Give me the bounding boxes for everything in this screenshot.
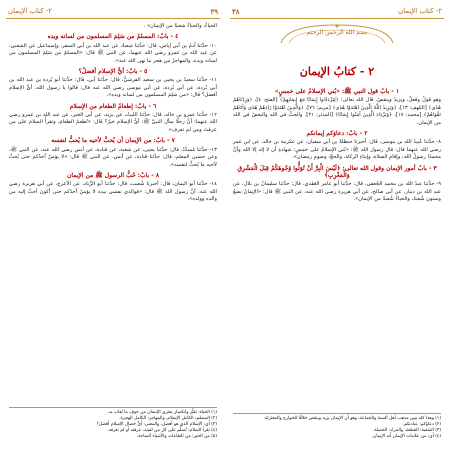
- right-page: [230, 6, 444, 444]
- right-page-number: ٣٨: [232, 6, 240, 16]
- footnote: (٤) أي: من علامات الإيمان أنه الإيمان.: [371, 434, 441, 439]
- hadith-text: ١١- حدَّثنا سعيدُ بن يحيى بن سعيد القرشيُّ، قال: حدَّثنا أبي، قال: حدَّثنا أبو بُردة بن عبد الله بن أبي بُردة، عن أبي بُردة، عن أبي موسى رضي الله عنه قال: قالوا يا رسول الله، أيُّ الإسلام أفضل؟ قال: «من سَلِمَ المسلمون من لسانه ويده».: [9, 77, 217, 99]
- section-heading: ٦ - بابٌ: إطعامُ الطعام من الإسلام: [69, 102, 157, 110]
- left-page-body: [6, 19, 220, 204]
- left-running-head: [6, 6, 220, 19]
- book-spread: [6, 6, 444, 444]
- right-footnotes: [233, 413, 441, 440]
- section-heading: ٢ - بابٌ: دعاؤكم إيمانكم: [306, 130, 368, 138]
- left-page: [6, 6, 220, 444]
- section-heading: ٥ - بابٌ: أيُّ الإسلام أفضلُ؟: [78, 68, 148, 76]
- left-page-number: ٣٩: [210, 6, 218, 16]
- hadith-text: وهو قولٌ وفعلٌ، ويزيدُ وينقصُ. قال الله تعالى: ﴿لِيَزْدَادُوا إِيمَانًا مَعَ إِيمَانِهِمْ﴾ [الفتح: ٤]، ﴿وَزِدْنَاهُمْ هُدًى﴾ [الكهف: ١٣]، ﴿وَيَزِيدُ اللَّهُ الَّذِينَ اهْتَدَوْا هُدًى﴾ [مريم: ٧٦]، ﴿وَالَّذِينَ اهْتَدَوْا زَادَهُمْ هُدًى وَآتَاهُمْ تَقْوَاهُمْ﴾ [محمد: ١٧]، ﴿وَيَزْدَادَ الَّذِينَ آمَنُوا إِيمَانًا﴾ [المدثر: ٣١]. والحبُّ في الله والبغضُ في الله من الإيمان.: [233, 97, 442, 126]
- section-heading: ٣ - بابُ أمور الإيمان وقول الله تعالى: ﴿لَيْسَ الْبِرَّ أَنْ تُوَلُّوا وُجُوهَكُمْ قِبَلَ الْمَشْرِقِ وَالْمَغْرِبِ﴾: [237, 164, 437, 180]
- hadith-text: ٨- حدَّثنا عُبيدُ الله بن موسى، قال: أخبرنا حنظلةُ بن أبي سفيان، عن عكرمة بن خالد، عن ابن عمر رضي الله عنهما قال: قال رسول الله ﷺ: «بُني الإسلامُ على خمسٍ: شهادةِ أن لا إله إلا الله وأنَّ محمدًا رسولُ الله، وإقامِ الصلاة، وإيتاءِ الزكاة، والحجِّ، وصومِ رمضان».: [233, 139, 441, 161]
- footnote: (٢) دعاؤكم: عبادتكم.: [402, 422, 441, 427]
- footnote: (١) الحياء: تغيُّر وانكسار يعتري الإنسان من خوف ما يُعاب به.: [107, 410, 217, 415]
- footnote: (٥) من الخير: من الطاعات والأشياء المباحة.: [136, 434, 217, 439]
- footnote: (٤) تقرأ السلام: تُسلِّم على كل من لقيته، عرفته أو لم تعرفه.: [107, 428, 217, 433]
- book-title: ٢ - كتابُ الإيمان: [299, 65, 375, 78]
- hadith-text: ١٤- حدَّثنا أبو اليمان، قال: أخبرنا شُعيب، قال: حدَّثنا أبو الزِّناد، عن الأعرج، عن أبي هريرة رضي الله عنه: أنَّ رسول الله ﷺ قال: «فوالذي نفسي بيده لا يؤمنُ أحدُكم حتى أكونَ أحبَّ إليه من والده وولده».: [9, 181, 217, 203]
- left-footnotes: [9, 407, 217, 440]
- footnote: (١) وهذا كله يبين مذهب أهل السنة والجماعة، وهو أن الإيمان يزيد وينقص خلافًا للخوارج والمعتزلة.: [263, 416, 441, 421]
- footnote: (٣) أي: الإسلام الذي هو أفضل، والمعنى: أيُّ خصال الإسلام أفضل؟: [96, 422, 217, 427]
- section-heading: ٧ - بابٌ: من الإيمان أن يُحبَّ لأخيه ما يُحبُّ لنفسه: [51, 137, 175, 145]
- left-running-title: ٢- كتاب الإيمان: [8, 7, 52, 15]
- hadith-text: ١٣- حدَّثنا مُسدَّدٌ، قال: حدَّثنا يحيى، عن شعبة، عن قتادة، عن أنس رضي الله عنه، عن النبي ﷺ، وعن حسين المعلم، قال: حدَّثنا قتادة، عن أنس، عن النبي ﷺ قال: «لا يؤمنُ أحدُكم حتى يُحبَّ لأخيه ما يُحبُّ لنفسه».: [9, 146, 217, 168]
- left-intro-line: الحياءُ، والحياءُ شعبةٌ من الإيمان» .: [143, 23, 217, 29]
- footnote: (٢) المسلم: الكامل الإسلام، والمهاجر: الكامل الهجرة.: [119, 416, 217, 421]
- right-running-head: [230, 6, 444, 19]
- section-heading: ١ - بابُ قول النبي ﷺ: «بُني الإسلامُ على خمسٍ»: [274, 88, 400, 95]
- section-heading: ٨ - بابٌ: حُبُّ الرسول ﷺ من الإيمان: [66, 171, 160, 179]
- right-page-body: [230, 81, 444, 204]
- hadith-text: ١٢- حدَّثنا عمرو بن خالد، قال: حدَّثنا الليثُ، عن يزيد، عن أبي الخير، عن عبد الله بن عمرو رضي الله عنهما: أنَّ رجلًا سأل النبيَّ ﷺ: أيُّ الإسلام خيرٌ؟ قال: «تُطعمُ الطعامَ، وتقرأُ السلامَ على من عرفتَ ومن لم تعرف».: [9, 112, 217, 133]
- footnote: (٣) الشعبة: القطعة، والمراد: الخصلة.: [372, 428, 441, 433]
- basmala: بسم الله الرحمن الرحيم: [306, 29, 368, 36]
- chapter-ornament: [277, 23, 397, 63]
- section-heading: ٤ - بابٌ: المسلمُ من سَلِمَ المسلمون من لسانه ويده: [47, 33, 179, 41]
- hadith-text: ١٠- حدَّثنا آدمُ بن أبي إياس، قال: حدَّثنا شعبةُ، عن عبد الله بن أبي السفر، وإسماعيل عن الشعبي، عن عبد الله بن عمرو رضي الله عنهما، عن النبي ﷺ قال: «المسلمُ من سَلِمَ المسلمون من لسانه ويده، والمهاجرُ من هجر ما نهى الله عنه».: [9, 42, 217, 64]
- right-running-title: ٢- كتاب الإيمان: [398, 7, 442, 15]
- hadith-text: ٩- حدَّثنا عبدُ الله بن محمد الجُعفي، قال: حدَّثنا أبو عامر العَقَدي، قال: حدَّثنا سليمانُ بن بلال، عن عبد الله بن دينار، عن أبي صالح، عن أبي هريرة رضي الله عنه، عن النبي ﷺ قال: «الإيمانُ بضعٌ وستون شُعبةً، والحياءُ شُعبةٌ من الإيمان».: [233, 181, 441, 203]
